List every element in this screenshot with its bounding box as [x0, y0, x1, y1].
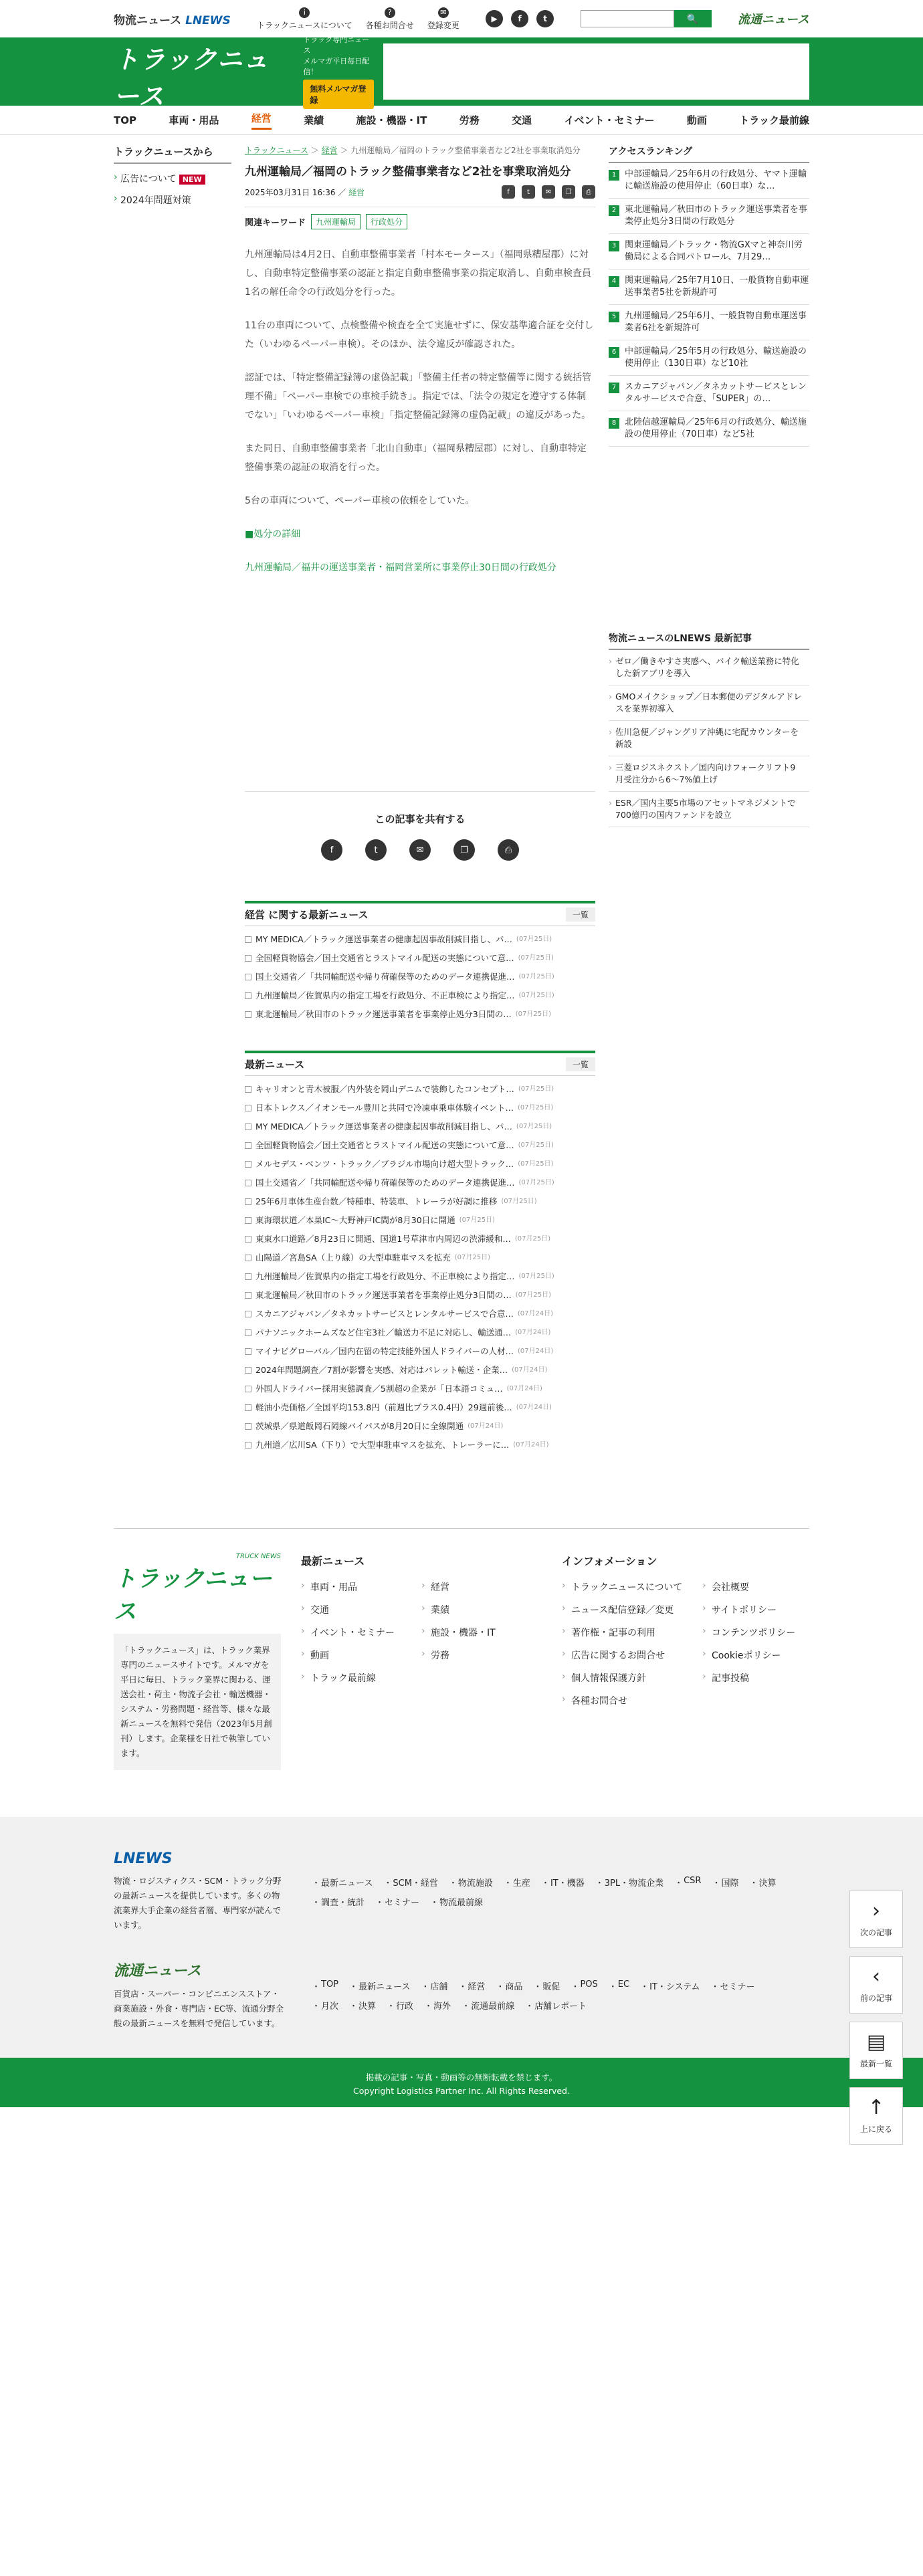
- footer-link[interactable]: › サイトポリシー: [702, 1603, 823, 1616]
- ranking-title: 関東運輸局／トラック・物流GXマと神奈川労働局による合同パトロール、7月29…: [625, 240, 803, 262]
- news-title: 日本トレクス／イオンモール豊川と共同で冷凍車乗車体験イベント…: [255, 1103, 514, 1113]
- sidebar-item-2024[interactable]: › 2024年問題対策: [114, 189, 231, 211]
- news-date: (07月24日): [515, 1329, 551, 1336]
- footer-link[interactable]: ・ 物流施設: [451, 1876, 493, 1889]
- info-icon: i: [299, 7, 310, 18]
- facebook-icon[interactable]: f: [511, 10, 528, 27]
- bullet-icon: [245, 1105, 251, 1111]
- nav-management[interactable]: 経営: [251, 111, 272, 130]
- news-title: 国土交通省／「共同輸配送や帰り荷確保等のためのデータ連携促進…: [255, 972, 515, 982]
- detail-link[interactable]: ■処分の詳細: [245, 529, 301, 540]
- news-date: (07月24日): [517, 1310, 554, 1317]
- paragraph: また同日、自動車整備事業者「北山自動車」（福岡県糟屋郡）に対し、自動車特定整備事業の認証の取消を行った。: [245, 443, 587, 473]
- nav-results[interactable]: 業績: [304, 114, 324, 126]
- footer-link[interactable]: ・ 経営: [461, 1979, 485, 1992]
- copy-icon[interactable]: ❐: [453, 839, 475, 861]
- sidebar-item-ads[interactable]: › 広告について NEW: [114, 168, 231, 189]
- search-input[interactable]: [581, 10, 674, 27]
- mail-share-icon[interactable]: ✉: [542, 185, 555, 199]
- news-date: (07月24日): [516, 1404, 552, 1411]
- new-badge: NEW: [179, 175, 205, 185]
- footer-link[interactable]: ・ IT・システム: [643, 1979, 700, 1992]
- crumb-cat[interactable]: 経営: [321, 146, 338, 155]
- news-date: (07月24日): [518, 1348, 554, 1355]
- related-news: 経営 に関する最新ニュース 一覧 MY MEDICA／トラック運送事業者の健康起因事故削減目指し、パ… (07月25日) 全国軽貨物協会／国土交通省とラストマイル配送の実態について意… (07月25日) 国土交通省／「共同輸配送や帰り荷確保等のためのデータ連携促進… (07月25日) 九州運輸局／佐賀県内の指定工場を行政処分、不正車検により指定… (07月25日) 東北運輸局／秋田市のトラック運送事業者を事業停止処分3日間の… (07月25日): [245, 901, 595, 1024]
- arrow-up-icon: ↑: [867, 2095, 885, 2119]
- news-date: (07月25日): [515, 1010, 551, 1018]
- news-title: 外国人ドライバー採用実態調査／5割超の企業が「日本語コミュ…: [255, 1384, 503, 1394]
- bullet-icon: [245, 1348, 251, 1355]
- news-date: (07月25日): [518, 1273, 554, 1280]
- news-item[interactable]: [245, 1323, 595, 1342]
- crumb-home[interactable]: トラックニュース: [245, 146, 308, 155]
- news-item[interactable]: [245, 1342, 595, 1361]
- footer-link[interactable]: › 施設・機器・IT: [421, 1626, 542, 1639]
- about-link[interactable]: i トラックニュースについて: [257, 8, 352, 30]
- nav-facilities[interactable]: 施設・機器・IT: [356, 114, 427, 126]
- bullet-icon: [245, 1404, 251, 1411]
- news-date: (07月25日): [518, 973, 554, 980]
- news-date: (07月25日): [454, 1254, 490, 1261]
- news-date: (07月25日): [518, 954, 554, 962]
- news-title: マイナビグローバル／国内在留の特定技能外国人ドライバーの人材…: [255, 1346, 514, 1356]
- news-date: (07月25日): [518, 1179, 554, 1186]
- footer-link[interactable]: ・ 決算: [352, 1999, 376, 2012]
- header: [0, 31, 923, 111]
- footer-logo-block: TRUCK NEWS トラックニュース 「トラックニュース」は、トラック業界専門のニュースサイトです。メルマガを平日に毎日、トラック業界に関わる、運送会社・荷主・物流子会社・輸送機器・システム・労務問題・経営等、様々な最新ニュースを無料で発信（2023年5月創刊）します。企業様を日社で執筆しています。: [114, 1553, 281, 1770]
- footer-link[interactable]: ・ 最新ニュース: [352, 1979, 410, 1992]
- news-item[interactable]: [245, 1417, 595, 1436]
- lnews-brand[interactable]: 物流ニュース LNEWS: [114, 13, 231, 27]
- footer-link[interactable]: › 経営: [421, 1580, 542, 1594]
- news-item[interactable]: [245, 1286, 595, 1305]
- news-item[interactable]: [245, 1136, 595, 1155]
- ranking-title: 中部運輸局／25年5月の行政処分、輸送施設の使用停止（130日車）など10社: [625, 346, 807, 368]
- nav-vehicles[interactable]: 車両・用品: [169, 114, 219, 126]
- footer-link[interactable]: ・ 決算: [752, 1876, 776, 1889]
- rank-number: 8: [609, 418, 619, 429]
- nav-labor[interactable]: 労務: [459, 114, 480, 126]
- rank-number: 3: [609, 241, 619, 251]
- news-date: (07月25日): [518, 1142, 554, 1149]
- bullet-icon: [245, 1198, 251, 1205]
- news-title: 2024年問題調査／7割が影響を実感、対応はパレット輸送・企業…: [255, 1365, 508, 1375]
- mail-icon[interactable]: ✉: [409, 839, 431, 861]
- news-date: (07月24日): [468, 1422, 504, 1430]
- news-item[interactable]: [245, 1080, 595, 1099]
- twitter-icon[interactable]: t: [536, 10, 554, 27]
- footer-link[interactable]: ・ 月次: [314, 1999, 338, 2012]
- news-item[interactable]: [245, 968, 595, 986]
- news-date: (07月25日): [518, 992, 554, 999]
- news-item[interactable]: [245, 1211, 595, 1230]
- news-item[interactable]: [245, 1398, 595, 1417]
- bullet-icon: [245, 1255, 251, 1261]
- bullet-icon: [245, 1442, 251, 1448]
- chevron-left-icon: ‹: [872, 1964, 880, 1988]
- nav-top[interactable]: TOP: [114, 114, 136, 126]
- article-date: 2025年03月31日 16:36: [245, 187, 336, 197]
- article-title: 九州運輸局／福岡のトラック整備事業者など2社を事業取消処分: [245, 165, 571, 179]
- breadcrumb: トラックニュース ＞ 経営 ＞ 九州運輸局／福岡のトラック整備事業者など2社を事業取消処分: [245, 146, 581, 155]
- news-title: 東北運輸局／秋田市のトラック運送事業者を事業停止処分3日間の…: [255, 1009, 512, 1019]
- ranking-item[interactable]: [609, 234, 809, 270]
- paragraph: 九州運輸局は4月2日、自動車整備事業者「村本モータース」（福岡県糟屋郡）に対し、自動車特定整備事業の認証と指定自動車整備事業の指定取消し、自動車検査員1名の解任命令の行政処分を行った。: [245, 249, 591, 298]
- footer-link[interactable]: › イベント・セミナー: [301, 1626, 421, 1639]
- bullet-icon: [245, 1180, 251, 1186]
- bullet-icon: [245, 974, 251, 980]
- footer-logo[interactable]: トラックニュース: [114, 1566, 272, 1625]
- news-item[interactable]: [245, 986, 595, 1005]
- ranking-title: 関東運輸局／25年7月10日、一般貨物自動車運送事業者5社を新規許可: [625, 276, 809, 298]
- latest-news: 最新ニュース 一覧 キャリオンと青木被服／内外装を岡山デニムで装飾したコンセプト… (07月25日) 日本トレクス／イオンモール豊川と共同で冷凍車乗車体験イベント… (07月25日) MY MEDICA／トラック運送事業者の健康起因事故削減目指し、パ… (07月25日) 全国軽貨物協会／国土交通省とラストマイル配送の実態について意… (07月25日) メルセデス・ベンツ・トラック／ブラジル市場向け超大型トラック… (07月25日) 国土交通省／「共同輸配送や帰り荷確保等のためのデータ連携促進… (07月25日) 25年6月車体生産台数／特種車、特装車、トレーラが好調に推移 (07月25日) 東海環状道／本巣IC〜大野神戸IC間が8月30日に開通 (07月25日) 東東水口道路／8月23日に開通、国道1号草津市内周辺の渋滞緩和… (07月25日) 山陽道／宮島SA（上り線）の大型車駐車マスを拡充 (07月25日) 九州運輸局／佐賀県内の指定工場を行政処分、不正車検により指定… (07月25日) 東北運輸局／秋田市のトラック運送事業者を事業停止処分3日間の… (07月25日) スカニアジャパン／タネカットサービスとレンタルサービスで合意… (07月24日) パナソニックホームズなど住宅3社／輸送力不足に対応し、輸送通… (07月24日) マイナビグローバル／国内在留の特定技能外国人ドライバーの人材… (07月24日) 2024年問題調査／7割が影響を実感、対応はパレット輸送・企業… (07月24日) 外国人ドライバー採用実態調査／5割超の企業が「日本語コミュ… (07月24日) 軽油小売価格／全国平均153.8円（前週比プラス0.4円）29週前後… (07月24日) 茨城県／県道飯岡石岡線バイパスが8月20日に全線開通 (07月24日) 九州道／広川SA（下り）で大型車駐車マスを拡充、トレーラーに… (07月24日): [245, 1051, 595, 1455]
- article-body: [245, 245, 595, 577]
- ranking-title: スカニアジャパン／タネカットサービスとレンタルサービスで合意、「SUPER」の…: [625, 382, 807, 404]
- news-date: (07月25日): [515, 1291, 551, 1299]
- news-item[interactable]: [245, 1267, 595, 1286]
- rank-number: 5: [609, 312, 619, 322]
- twitter-share-icon[interactable]: t: [522, 185, 535, 199]
- youtube-icon[interactable]: ▶: [486, 10, 503, 27]
- keyword-tag[interactable]: 九州運輸局: [311, 214, 361, 229]
- paragraph: 11台の車両について、点検整備や検査を全て実施せずに、保安基準適合証を交付した（いわゆるペーパー車検）。そのほか、法令違反が確認された。: [245, 320, 594, 350]
- bullet-icon: [245, 1423, 251, 1430]
- news-title: 全国軽貨物協会／国土交通省とラストマイル配送の実態について意…: [255, 953, 514, 963]
- twitter-icon[interactable]: t: [365, 839, 387, 861]
- footer-link[interactable]: › 労務: [421, 1648, 542, 1662]
- rank-number: 7: [609, 383, 619, 393]
- footer-link[interactable]: ・ 3PL・物流企業: [598, 1876, 663, 1889]
- bullet-icon: [245, 1217, 251, 1224]
- news-title: 全国軽貨物協会／国土交通省とラストマイル配送の実態について意…: [255, 1140, 514, 1150]
- bullet-icon: [245, 1011, 251, 1018]
- footer-link[interactable]: › トラックニュースについて: [562, 1580, 702, 1594]
- footer-link[interactable]: ・ IT・機器: [544, 1876, 585, 1889]
- ranking-title: 北陸信越運輸局／25年6月の行政処分、輸送施設の使用停止（70日車）など5社: [625, 417, 807, 439]
- news-title: 25年6月車体生産台数／特種車、特装車、トレーラが好調に推移: [255, 1196, 498, 1206]
- ranking-title: 東北運輸局／秋田市のトラック運送事業者を事業停止処分3日間の行政処分: [625, 205, 807, 227]
- footer-link[interactable]: › 個人情報保護方針: [562, 1671, 702, 1685]
- news-title: 茨城県／県道飯岡石岡線バイパスが8月20日に全線開通: [255, 1421, 464, 1431]
- ranking-item[interactable]: [609, 340, 809, 376]
- ranking-title: 九州運輸局／25年6月、一般貨物自動車運送事業者6社を新規許可: [625, 311, 807, 333]
- rank-number: 2: [609, 205, 619, 216]
- more-button[interactable]: 一覧: [566, 907, 595, 922]
- footer-link[interactable]: ・ 国際: [714, 1876, 738, 1889]
- footer-link[interactable]: › 会社概要: [702, 1580, 823, 1594]
- news-title: 東北運輸局／秋田市のトラック運送事業者を事業停止処分3日間の…: [255, 1290, 512, 1300]
- footer-link[interactable]: › 広告に関するお問合せ: [562, 1648, 702, 1662]
- news-item[interactable]: [245, 1361, 595, 1380]
- ranking-item[interactable]: [609, 305, 809, 340]
- facebook-share-icon[interactable]: f: [502, 185, 515, 199]
- paragraph: 5台の車両について、ペーパー車検の依頼をしていた。: [245, 496, 475, 506]
- float-nav: [849, 1891, 903, 2145]
- news-item[interactable]: [245, 1230, 595, 1249]
- footer-link[interactable]: ・ SCM・経営: [386, 1876, 438, 1889]
- footer-link[interactable]: ・ セミナー: [714, 1979, 755, 1992]
- right-sidebar: [609, 144, 809, 1455]
- news-icon: ▤: [866, 2030, 886, 2054]
- news-title: 九州運輸局／佐賀県内の指定工場を行政処分、不正車検により指定…: [255, 990, 515, 1000]
- footer-link[interactable]: › 著作権・記事の利用: [562, 1626, 702, 1639]
- footer-link[interactable]: ・ 海外: [427, 1999, 451, 2012]
- news-date: (07月24日): [512, 1366, 548, 1374]
- news-item[interactable]: [245, 1305, 595, 1323]
- nav-traffic[interactable]: 交通: [512, 114, 532, 126]
- news-item[interactable]: [245, 949, 595, 968]
- news-item[interactable]: [245, 1005, 595, 1024]
- news-item[interactable]: [245, 1155, 595, 1174]
- footer-link[interactable]: › ニュース配信登録／変更: [562, 1603, 702, 1616]
- mail-register-button[interactable]: 無料メルマガ登録: [303, 80, 374, 109]
- news-title: 東海環状道／本巣IC〜大野神戸IC間が8月30日に開通: [255, 1215, 455, 1225]
- news-date: (07月25日): [518, 1085, 554, 1093]
- lnews-item[interactable]: › GMOメイクショップ／日本郵便のデジタルアドレスを業界初導入: [609, 685, 809, 721]
- rank-number: 6: [609, 347, 619, 358]
- news-title: パナソニックホームズなど住宅3社／輸送力不足に対応し、輸送通…: [255, 1327, 512, 1337]
- news-title: キャリオンと青木被服／内外装を岡山デニムで装飾したコンセプト…: [255, 1084, 514, 1094]
- ranking-item[interactable]: [609, 270, 809, 305]
- bullet-icon: [245, 1311, 251, 1317]
- left-sidebar-title: トラックニュースから: [114, 144, 231, 164]
- footer-sites: LNEWS 物流・ロジスティクス・SCM・トラック分野の最新ニュースを提供しています。多くの物流業界大手企業の経営者層、専門家が読んでいます。 ・ 最新ニュース ・ SCM・経営 ・ 物流施設 ・ 生産 ・ IT・機器 ・ 3PL・物流企業 ・ CSR ・ 国際 ・ 決算 ・ 調査・統計 ・ セミナー ・ 物流最前線 流通ニュース 百貨店・スーパー・コンビニエンスストア・商業施設・外食・専門店・EC等、流通分野全般の最新ニュースを無料で発信しています。 ・ TOP ・ 最新ニュース ・ 店舗 ・ 経営 ・ 商品 ・ 販促 ・ POS ・ EC ・ IT・システム ・ セミナー ・ 月次 ・ 決算 ・ 行政 ・ 海外 ・ 流通最前線 ・ 店舗レポート › 次の記事 ‹ 前の記事 ▤ 最新一覧 ↑ 上に戻る: [0, 1817, 923, 2058]
- ranking-item[interactable]: [609, 163, 809, 199]
- footer-link[interactable]: ・ 最新ニュース: [314, 1876, 373, 1889]
- next-article-button[interactable]: › 次の記事: [849, 1891, 903, 1948]
- nav-events[interactable]: イベント・セミナー: [564, 114, 655, 126]
- news-date: (07月24日): [513, 1441, 549, 1448]
- news-title: 東東水口道路／8月23日に開通、国道1号草津市内周辺の渋滞緩和…: [255, 1234, 511, 1244]
- paragraph: 認証では、「特定整備記録簿の虚偽記載」「整備主任者の特定整備等に関する統括管理不備」「ペーパー車検での車検手続き」。指定では、「法令の規定を遵守する体制でない」「いわゆるペーパー車検」「指定整備記録簿の虚偽記載」の違反があった。: [245, 372, 591, 421]
- news-title: 九州運輸局／佐賀県内の指定工場を行政処分、不正車検により指定…: [255, 1271, 515, 1281]
- news-title: メルセデス・ベンツ・トラック／ブラジル市場向け超大型トラック…: [255, 1159, 514, 1169]
- mail-icon: ✉: [438, 7, 449, 18]
- help-icon: ?: [385, 7, 395, 18]
- social-links: [486, 10, 554, 27]
- lnews-title: 物流ニュースのLNEWS 最新記事: [609, 631, 809, 650]
- news-date: (07月25日): [501, 1198, 537, 1205]
- search: [581, 10, 712, 27]
- ad-banner[interactable]: [383, 43, 809, 100]
- bullet-icon: [245, 1292, 251, 1299]
- news-date: (07月25日): [459, 1216, 495, 1224]
- news-date: (07月25日): [514, 1235, 551, 1243]
- bullet-icon: [245, 1142, 251, 1149]
- rank-number: 4: [609, 276, 619, 287]
- footer-link[interactable]: › 各種お問合せ: [562, 1694, 702, 1707]
- article-category[interactable]: 経営: [348, 187, 365, 197]
- footer-link[interactable]: › コンテンツポリシー: [702, 1626, 823, 1639]
- footer-link[interactable]: ・ 調査・統計: [314, 1895, 365, 1908]
- register-link[interactable]: ✉ 登録変更: [427, 8, 459, 30]
- contact-link[interactable]: ? 各種お問合せ: [365, 8, 414, 30]
- print-icon[interactable]: ⎙: [582, 185, 595, 199]
- news-title: スカニアジャパン／タネカットサービスとレンタルサービスで合意…: [255, 1309, 514, 1319]
- news-date: (07月25日): [516, 1123, 552, 1130]
- news-title: 国土交通省／「共同輸配送や帰り荷確保等のためのデータ連携促進…: [255, 1178, 515, 1188]
- footer-link[interactable]: ・ CSR: [677, 1876, 701, 1889]
- bullet-icon: [245, 1329, 251, 1336]
- footer-link[interactable]: ・ POS: [573, 1979, 597, 1992]
- footer-link[interactable]: › 記事投稿: [702, 1671, 823, 1685]
- keyword-tag[interactable]: 行政処分: [366, 214, 407, 229]
- footer-link[interactable]: ・ 商品: [498, 1979, 522, 1992]
- news-item[interactable]: [245, 1436, 595, 1455]
- lnews-item[interactable]: › 佐川急便／ジャングリア沖縄に宅配カウンターを新設: [609, 721, 809, 756]
- lnews-item[interactable]: › ESR／国内主要5市場のアセットマネジメントで700億円の国内ファンドを設立: [609, 792, 809, 827]
- news-item[interactable]: [245, 1117, 595, 1136]
- bullet-icon: [245, 1273, 251, 1280]
- print-icon[interactable]: ⎙: [498, 839, 519, 861]
- prev-article-button[interactable]: ‹ 前の記事: [849, 1956, 903, 2014]
- share-box: この記事を共有する f t ✉ ❐ ⎙: [245, 791, 595, 861]
- nav-frontline[interactable]: トラック最前線: [739, 114, 809, 126]
- lnews-item[interactable]: › 三菱ロジスネクスト／国内向けフォークリフト9月受注分から6〜7%値上げ: [609, 756, 809, 792]
- news-title: MY MEDICA／トラック運送事業者の健康起因事故削減目指し、パ…: [255, 934, 512, 944]
- footer-link[interactable]: ・ 流通最前線: [464, 1999, 514, 2012]
- footer-link[interactable]: ・ EC: [611, 1979, 629, 1992]
- footer-link[interactable]: ・ セミナー: [378, 1895, 419, 1908]
- lnews-item[interactable]: › ゼロ／働きやすさ実感へ、バイク輸送業務に特化した新アプリを導入: [609, 650, 809, 685]
- ranking-title: アクセスランキング: [609, 144, 809, 163]
- lnews-footer-logo[interactable]: LNEWS: [114, 1850, 173, 1867]
- copyright: 掲載の記事・写真・動画等の無断転載を禁じます。 Copyright Logistics Partner Inc. All Rights Reserved.: [0, 2058, 923, 2107]
- bullet-icon: [245, 1367, 251, 1374]
- news-date: (07月25日): [516, 936, 552, 943]
- related-article-link[interactable]: 九州運輸局／福井の運送事業者・福岡営業所に事業停止30日間の行政処分: [245, 562, 556, 573]
- news-item[interactable]: [245, 930, 595, 949]
- footer-link[interactable]: ・ 店舗: [423, 1979, 447, 1992]
- news-item[interactable]: [245, 1380, 595, 1398]
- article-meta: 2025年03月31日 16:36 ／ 経営 f t ✉ ❐ ⎙: [245, 185, 595, 199]
- header-tagline: トラック専門ニュース メルマガ平日毎日配信！ 無料メルマガ登録: [303, 34, 374, 109]
- footer-link[interactable]: › 業績: [421, 1603, 542, 1616]
- footer-link[interactable]: › Cookieポリシー: [702, 1648, 823, 1662]
- footer-link[interactable]: ・ TOP: [314, 1979, 338, 1992]
- footer-link[interactable]: › トラック最前線: [301, 1671, 421, 1685]
- bullet-icon: [245, 1386, 251, 1392]
- ryutsu-footer-logo[interactable]: 流通ニュース: [114, 1963, 201, 1979]
- ranking-item[interactable]: [609, 376, 809, 411]
- latest-list-button[interactable]: ▤ 最新一覧: [849, 2022, 903, 2079]
- back-to-top-button[interactable]: ↑ 上に戻る: [849, 2087, 903, 2145]
- top-links: [257, 7, 459, 31]
- lnews-block: [609, 631, 809, 827]
- news-title: 軽油小売価格／全国平均153.8円（前週比プラス0.4円）29週前後…: [255, 1402, 512, 1412]
- footer-info: インフォメーション › トラックニュースについて › 会社概要 › ニュース配信登録／変更 › サイトポリシー › 著作権・記事の利用 › コンテンツポリシー › 広告に関するお問合せ › Cookieポリシー › 個人情報保護方針 › 記事投稿 › 各種お問合せ: [562, 1553, 823, 1770]
- news-item[interactable]: [245, 1192, 595, 1211]
- share-icons: [502, 185, 595, 199]
- news-date: (07月24日): [506, 1385, 542, 1392]
- news-date: (07月25日): [518, 1104, 554, 1111]
- bullet-icon: [245, 1086, 251, 1093]
- more-button[interactable]: 一覧: [566, 1057, 595, 1071]
- facebook-icon[interactable]: f: [321, 839, 342, 861]
- site-logo[interactable]: TRUCK NEWS トラックニュース: [114, 31, 274, 111]
- footer-link[interactable]: › 交通: [301, 1603, 421, 1616]
- footer-link[interactable]: ・ 販促: [536, 1979, 560, 1992]
- footer-link[interactable]: › 動画: [301, 1648, 421, 1662]
- rank-number: 1: [609, 170, 619, 181]
- footer-link[interactable]: › 車両・用品: [301, 1580, 421, 1594]
- content: [114, 135, 809, 1455]
- news-item[interactable]: [245, 1099, 595, 1117]
- news-title: 山陽道／宮島SA（上り線）の大型車駐車マスを拡充: [255, 1253, 451, 1263]
- footer-link[interactable]: ・ 行政: [389, 1999, 413, 2012]
- news-item[interactable]: [245, 1249, 595, 1267]
- copy-icon[interactable]: ❐: [562, 185, 575, 199]
- bullet-icon: [245, 1236, 251, 1243]
- nav-video[interactable]: 動画: [686, 114, 707, 126]
- keywords: 関連キーワード 九州運輸局 行政処分: [245, 207, 595, 229]
- bullet-icon: [245, 1161, 251, 1168]
- bullet-icon: [245, 1123, 251, 1130]
- chevron-right-icon: ›: [872, 1899, 880, 1923]
- news-date: (07月25日): [518, 1160, 554, 1168]
- bullet-icon: [245, 936, 251, 943]
- news-item[interactable]: [245, 1174, 595, 1192]
- ranking-item[interactable]: [609, 199, 809, 234]
- ranking-item[interactable]: [609, 411, 809, 447]
- news-title: MY MEDICA／トラック運送事業者の健康起因事故削減目指し、パ…: [255, 1121, 512, 1132]
- footer-link[interactable]: ・ 物流最前線: [433, 1895, 483, 1908]
- footer-link[interactable]: ・ 生産: [506, 1876, 530, 1889]
- ryutsu-logo[interactable]: 流通ニュース: [737, 13, 809, 27]
- news-title: 九州道／広川SA（下り）で大型車駐車マスを拡充、トレーラーに…: [255, 1440, 510, 1450]
- ranking-title: 中部運輸局／25年6月の行政処分、ヤマト運輸に輸送施設の使用停止（60日車）な…: [625, 169, 807, 191]
- bullet-icon: [245, 992, 251, 999]
- bullet-icon: [245, 955, 251, 962]
- left-sidebar: [114, 144, 231, 1455]
- footer-link[interactable]: ・ 店舗レポート: [528, 1999, 587, 2012]
- article-main: [245, 144, 595, 1455]
- footer-main: [114, 1528, 809, 1797]
- footer-latest: 最新ニュース › 車両・用品 › 経営 › 交通 › 業績 › イベント・セミナー › 施設・機器・IT › 動画 › 労務 › トラック最前線: [301, 1553, 542, 1770]
- search-button[interactable]: 🔍: [674, 10, 712, 27]
